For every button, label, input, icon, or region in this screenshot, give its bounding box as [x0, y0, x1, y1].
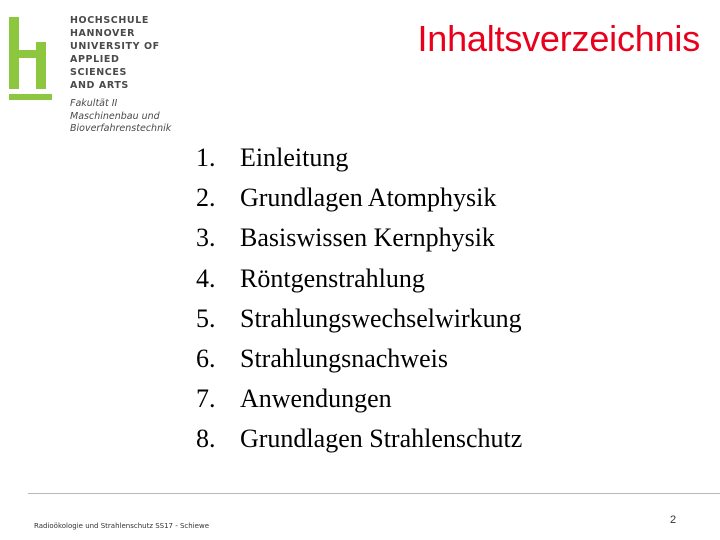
university-name-line: UNIVERSITY OF — [70, 41, 160, 52]
faculty-line: Fakultät II — [70, 98, 118, 109]
toc-item-number: 8. — [196, 424, 216, 454]
toc-item-number: 3. — [196, 223, 216, 253]
toc-item — [196, 138, 522, 178]
toc-item-label: Grundlagen Atomphysik — [240, 183, 497, 213]
toc-item-label: Einleitung — [240, 143, 349, 172]
faculty-block — [70, 98, 178, 136]
footer-text: Radioökologie und Strahlenschutz SS17 - Schiewe — [34, 522, 210, 530]
toc-item-number: 1. — [196, 143, 216, 172]
faculty-line: Bioverfahrenstechnik — [70, 123, 172, 134]
page-number: 2 — [670, 514, 677, 526]
university-name-line: APPLIED SCIENCES — [70, 54, 127, 78]
faculty-line: Maschinenbau und — [70, 110, 160, 122]
logo-text — [70, 14, 178, 136]
toc-item — [196, 299, 522, 339]
university-name-line: HANNOVER — [70, 28, 135, 39]
toc-item — [196, 178, 522, 218]
hochschule-h-logo-icon — [8, 12, 54, 100]
university-name-line: AND ARTS — [70, 80, 129, 91]
toc-item — [196, 419, 522, 459]
toc-item-number: 7. — [196, 384, 216, 414]
university-name-line: HOCHSCHULE — [70, 15, 149, 26]
toc-item-label: Strahlungsnachweis — [240, 344, 448, 374]
toc-item-number: 2. — [196, 183, 216, 213]
toc-item-number: 5. — [196, 303, 216, 333]
toc-item-label: Röntgenstrahlung — [240, 263, 425, 293]
table-of-contents — [196, 138, 522, 460]
slide-title: Inhaltsverzeichnis — [417, 18, 700, 59]
toc-item — [196, 379, 522, 419]
university-logo — [8, 12, 178, 132]
toc-item-label: Basiswissen Kernphysik — [240, 223, 495, 253]
toc-item-label: Grundlagen Strahlenschutz — [240, 424, 523, 454]
toc-item-label: Strahlungswechselwirkung — [240, 303, 522, 333]
toc-item-number: 6. — [196, 344, 216, 374]
toc-item — [196, 259, 522, 299]
footer-divider — [28, 493, 720, 494]
toc-item-label: Anwendungen — [240, 384, 392, 414]
toc-item — [196, 339, 522, 379]
toc-item — [196, 218, 522, 258]
toc-item-number: 4. — [196, 263, 216, 293]
